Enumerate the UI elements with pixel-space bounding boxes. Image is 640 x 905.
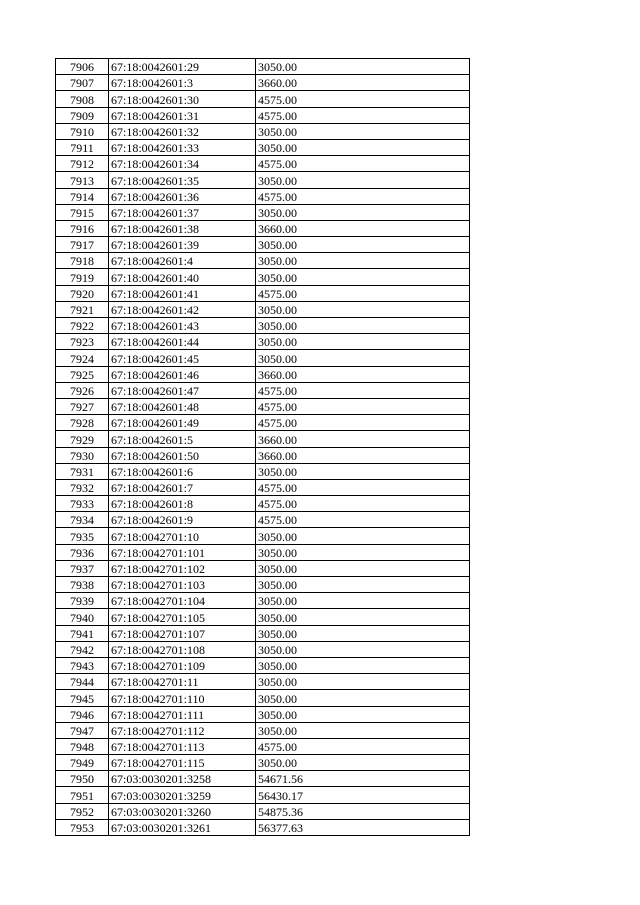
cadastral-number-cell: 67:18:0042601:31 — [109, 107, 256, 123]
row-number-cell: 7915 — [56, 204, 109, 220]
row-number-cell: 7941 — [56, 625, 109, 641]
table-row — [56, 59, 470, 75]
cadastral-number-cell: 67:18:0042601:39 — [109, 237, 256, 253]
cadastral-number-cell: 67:18:0042701:107 — [109, 625, 256, 641]
cadastral-value-cell: 54671.56 — [256, 771, 470, 787]
table-row — [56, 641, 470, 657]
cadastral-number-cell: 67:18:0042701:109 — [109, 657, 256, 673]
cadastral-number-cell: 67:18:0042601:9 — [109, 512, 256, 528]
cadastral-number-cell: 67:18:0042601:36 — [109, 188, 256, 204]
cadastral-value-cell: 3050.00 — [256, 577, 470, 593]
cadastral-value-cell: 3050.00 — [256, 674, 470, 690]
row-number-cell: 7930 — [56, 447, 109, 463]
cadastral-value-cell: 4575.00 — [256, 107, 470, 123]
table-row — [56, 609, 470, 625]
row-number-cell: 7940 — [56, 609, 109, 625]
cadastral-number-cell: 67:03:0030201:3261 — [109, 819, 256, 835]
table-row — [56, 75, 470, 91]
cadastral-number-cell: 67:18:0042601:44 — [109, 334, 256, 350]
table-row — [56, 722, 470, 738]
cadastral-value-cell: 3660.00 — [256, 220, 470, 236]
table-row — [56, 706, 470, 722]
cadastral-number-cell: 67:18:0042601:30 — [109, 91, 256, 107]
row-number-cell: 7949 — [56, 755, 109, 771]
row-number-cell: 7929 — [56, 431, 109, 447]
cadastral-number-cell: 67:03:0030201:3260 — [109, 803, 256, 819]
row-number-cell: 7918 — [56, 253, 109, 269]
cadastral-number-cell: 67:18:0042701:105 — [109, 609, 256, 625]
cadastral-number-cell: 67:18:0042601:32 — [109, 123, 256, 139]
table-row — [56, 204, 470, 220]
cadastral-value-cell: 54875.36 — [256, 803, 470, 819]
cadastral-number-cell: 67:18:0042701:115 — [109, 755, 256, 771]
table-row — [56, 560, 470, 576]
row-number-cell: 7906 — [56, 59, 109, 75]
row-number-cell: 7911 — [56, 139, 109, 155]
cadastral-value-cell: 3050.00 — [256, 139, 470, 155]
table-row — [56, 156, 470, 172]
cadastral-value-cell: 4575.00 — [256, 188, 470, 204]
table-row — [56, 220, 470, 236]
table-row — [56, 350, 470, 366]
cadastral-value-cell: 3660.00 — [256, 366, 470, 382]
table-row — [56, 382, 470, 398]
row-number-cell: 7931 — [56, 463, 109, 479]
row-number-cell: 7952 — [56, 803, 109, 819]
cadastral-number-cell: 67:18:0042701:113 — [109, 738, 256, 754]
cadastral-value-cell: 3660.00 — [256, 431, 470, 447]
cadastral-number-cell: 67:18:0042601:48 — [109, 398, 256, 414]
cadastral-value-cell: 3660.00 — [256, 447, 470, 463]
cadastral-value-cell: 3050.00 — [256, 269, 470, 285]
table-row — [56, 771, 470, 787]
table-row — [56, 172, 470, 188]
row-number-cell: 7946 — [56, 706, 109, 722]
cadastral-value-cell: 3050.00 — [256, 237, 470, 253]
row-number-cell: 7912 — [56, 156, 109, 172]
table-row — [56, 755, 470, 771]
table-row — [56, 366, 470, 382]
cadastral-number-cell: 67:18:0042701:101 — [109, 544, 256, 560]
table-row — [56, 512, 470, 528]
row-number-cell: 7951 — [56, 787, 109, 803]
cadastral-number-cell: 67:03:0030201:3259 — [109, 787, 256, 803]
table-row — [56, 253, 470, 269]
cadastral-number-cell: 67:18:0042701:104 — [109, 593, 256, 609]
row-number-cell: 7916 — [56, 220, 109, 236]
cadastral-number-cell: 67:18:0042701:103 — [109, 577, 256, 593]
table-row — [56, 398, 470, 414]
cadastral-value-cell: 3050.00 — [256, 625, 470, 641]
cadastral-value-cell: 4575.00 — [256, 415, 470, 431]
row-number-cell: 7942 — [56, 641, 109, 657]
row-number-cell: 7924 — [56, 350, 109, 366]
cadastral-value-cell: 4575.00 — [256, 512, 470, 528]
cadastral-value-cell: 3050.00 — [256, 301, 470, 317]
table-row — [56, 301, 470, 317]
cadastral-number-cell: 67:18:0042601:40 — [109, 269, 256, 285]
cadastral-value-cell: 3050.00 — [256, 204, 470, 220]
row-number-cell: 7919 — [56, 269, 109, 285]
cadastral-number-cell: 67:18:0042601:35 — [109, 172, 256, 188]
row-number-cell: 7921 — [56, 301, 109, 317]
row-number-cell: 7908 — [56, 91, 109, 107]
table-row — [56, 657, 470, 673]
cadastral-number-cell: 67:18:0042601:47 — [109, 382, 256, 398]
cadastral-number-cell: 67:18:0042601:45 — [109, 350, 256, 366]
table-row — [56, 577, 470, 593]
cadastral-value-cell: 4575.00 — [256, 479, 470, 495]
cadastral-number-cell: 67:18:0042601:50 — [109, 447, 256, 463]
table-row — [56, 107, 470, 123]
cadastral-value-cell: 3050.00 — [256, 318, 470, 334]
cadastral-value-cell: 3050.00 — [256, 722, 470, 738]
row-number-cell: 7932 — [56, 479, 109, 495]
row-number-cell: 7937 — [56, 560, 109, 576]
row-number-cell: 7914 — [56, 188, 109, 204]
row-number-cell: 7934 — [56, 512, 109, 528]
cadastral-number-cell: 67:18:0042701:111 — [109, 706, 256, 722]
cadastral-number-cell: 67:18:0042701:11 — [109, 674, 256, 690]
row-number-cell: 7907 — [56, 75, 109, 91]
cadastral-value-cell: 3050.00 — [256, 123, 470, 139]
row-number-cell: 7922 — [56, 318, 109, 334]
row-number-cell: 7913 — [56, 172, 109, 188]
row-number-cell: 7917 — [56, 237, 109, 253]
cadastral-value-cell: 4575.00 — [256, 398, 470, 414]
cadastral-value-cell: 3050.00 — [256, 657, 470, 673]
table-body — [56, 59, 470, 836]
row-number-cell: 7945 — [56, 690, 109, 706]
cadastral-number-cell: 67:18:0042601:34 — [109, 156, 256, 172]
table-row — [56, 479, 470, 495]
table-row — [56, 625, 470, 641]
table-row — [56, 447, 470, 463]
table-row — [56, 123, 470, 139]
cadastral-number-cell: 67:18:0042601:6 — [109, 463, 256, 479]
cadastral-number-cell: 67:18:0042601:42 — [109, 301, 256, 317]
table-row — [56, 528, 470, 544]
table-row — [56, 593, 470, 609]
cadastral-value-cell: 3050.00 — [256, 59, 470, 75]
cadastral-value-cell: 4575.00 — [256, 91, 470, 107]
cadastral-number-cell: 67:18:0042701:112 — [109, 722, 256, 738]
table-row — [56, 91, 470, 107]
table-row — [56, 139, 470, 155]
cadastral-number-cell: 67:18:0042701:110 — [109, 690, 256, 706]
cadastral-number-cell: 67:18:0042601:49 — [109, 415, 256, 431]
table-row — [56, 269, 470, 285]
cadastral-value-cell: 3050.00 — [256, 560, 470, 576]
table-row — [56, 819, 470, 835]
table-row — [56, 787, 470, 803]
cadastral-number-cell: 67:18:0042601:4 — [109, 253, 256, 269]
cadastral-number-cell: 67:18:0042601:5 — [109, 431, 256, 447]
cadastral-number-cell: 67:18:0042601:41 — [109, 285, 256, 301]
row-number-cell: 7950 — [56, 771, 109, 787]
table-row — [56, 237, 470, 253]
table-row — [56, 463, 470, 479]
cadastral-number-cell: 67:18:0042601:37 — [109, 204, 256, 220]
cadastral-value-cell: 3050.00 — [256, 593, 470, 609]
table-row — [56, 431, 470, 447]
table-row — [56, 415, 470, 431]
row-number-cell: 7923 — [56, 334, 109, 350]
row-number-cell: 7909 — [56, 107, 109, 123]
cadastral-number-cell: 67:18:0042601:29 — [109, 59, 256, 75]
row-number-cell: 7939 — [56, 593, 109, 609]
cadastral-value-cell: 56430.17 — [256, 787, 470, 803]
cadastral-value-table — [55, 58, 470, 836]
row-number-cell: 7953 — [56, 819, 109, 835]
cadastral-number-cell: 67:18:0042601:38 — [109, 220, 256, 236]
table-row — [56, 334, 470, 350]
cadastral-number-cell: 67:18:0042601:33 — [109, 139, 256, 155]
cadastral-value-cell: 3050.00 — [256, 172, 470, 188]
cadastral-value-cell: 4575.00 — [256, 382, 470, 398]
cadastral-value-cell: 56377.63 — [256, 819, 470, 835]
cadastral-number-cell: 67:03:0030201:3258 — [109, 771, 256, 787]
cadastral-value-cell: 4575.00 — [256, 156, 470, 172]
cadastral-value-cell: 3050.00 — [256, 755, 470, 771]
table-row — [56, 738, 470, 754]
table-row — [56, 496, 470, 512]
table-row — [56, 544, 470, 560]
row-number-cell: 7948 — [56, 738, 109, 754]
cadastral-value-cell: 4575.00 — [256, 496, 470, 512]
row-number-cell: 7910 — [56, 123, 109, 139]
row-number-cell: 7936 — [56, 544, 109, 560]
cadastral-number-cell: 67:18:0042601:46 — [109, 366, 256, 382]
table-row — [56, 285, 470, 301]
table-row — [56, 674, 470, 690]
cadastral-value-cell: 3050.00 — [256, 350, 470, 366]
cadastral-number-cell: 67:18:0042701:108 — [109, 641, 256, 657]
row-number-cell: 7938 — [56, 577, 109, 593]
cadastral-value-cell: 3050.00 — [256, 334, 470, 350]
cadastral-number-cell: 67:18:0042701:102 — [109, 560, 256, 576]
cadastral-value-cell: 3050.00 — [256, 690, 470, 706]
row-number-cell: 7943 — [56, 657, 109, 673]
row-number-cell: 7927 — [56, 398, 109, 414]
row-number-cell: 7944 — [56, 674, 109, 690]
cadastral-value-cell: 3050.00 — [256, 609, 470, 625]
table-row — [56, 318, 470, 334]
table-row — [56, 690, 470, 706]
cadastral-number-cell: 67:18:0042601:7 — [109, 479, 256, 495]
cadastral-value-cell: 3050.00 — [256, 544, 470, 560]
row-number-cell: 7925 — [56, 366, 109, 382]
cadastral-value-cell: 4575.00 — [256, 738, 470, 754]
cadastral-value-cell: 3050.00 — [256, 706, 470, 722]
cadastral-value-cell: 3050.00 — [256, 463, 470, 479]
cadastral-value-cell: 3050.00 — [256, 528, 470, 544]
table-row — [56, 803, 470, 819]
table-row — [56, 188, 470, 204]
cadastral-value-cell: 3050.00 — [256, 253, 470, 269]
row-number-cell: 7947 — [56, 722, 109, 738]
row-number-cell: 7926 — [56, 382, 109, 398]
cadastral-number-cell: 67:18:0042601:8 — [109, 496, 256, 512]
row-number-cell: 7933 — [56, 496, 109, 512]
row-number-cell: 7928 — [56, 415, 109, 431]
row-number-cell: 7935 — [56, 528, 109, 544]
cadastral-value-cell: 3050.00 — [256, 641, 470, 657]
row-number-cell: 7920 — [56, 285, 109, 301]
cadastral-number-cell: 67:18:0042601:43 — [109, 318, 256, 334]
cadastral-number-cell: 67:18:0042601:3 — [109, 75, 256, 91]
cadastral-value-cell: 4575.00 — [256, 285, 470, 301]
cadastral-value-cell: 3660.00 — [256, 75, 470, 91]
cadastral-number-cell: 67:18:0042701:10 — [109, 528, 256, 544]
